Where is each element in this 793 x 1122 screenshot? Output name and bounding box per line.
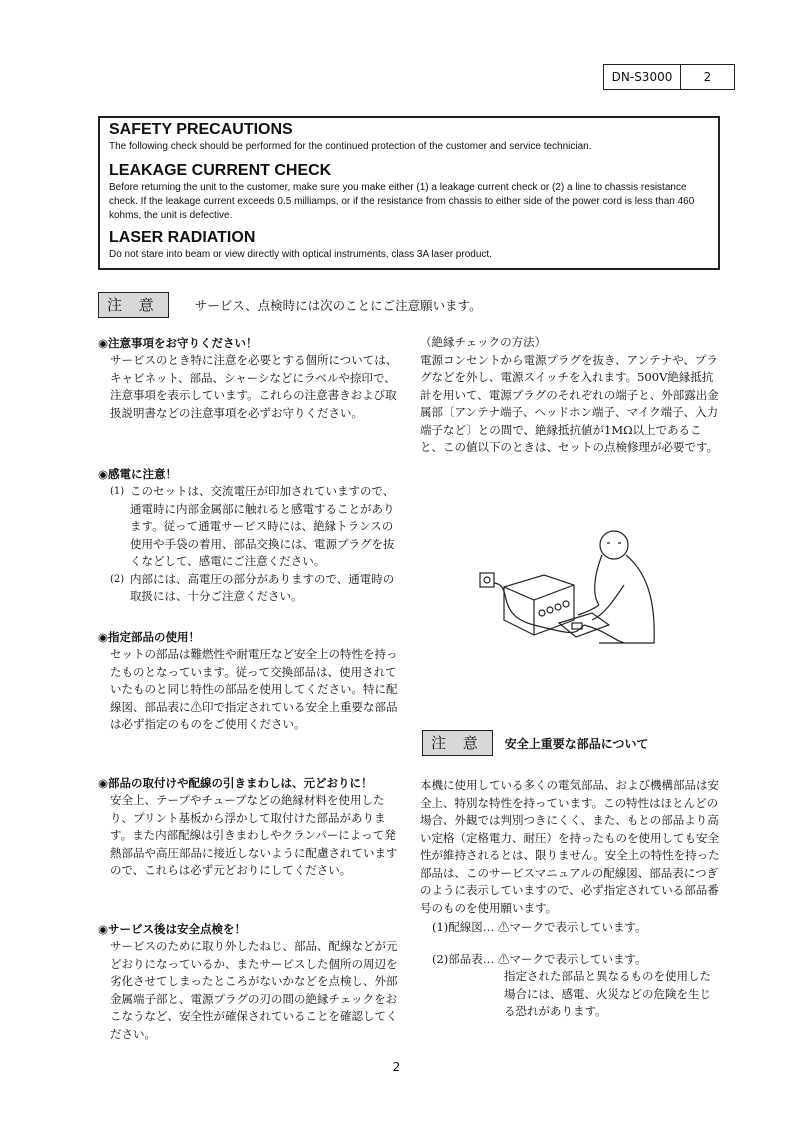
footer-page-number: 2 xyxy=(392,1060,401,1074)
header-page-number: 2 xyxy=(703,70,712,84)
list-number: (1) xyxy=(110,486,125,497)
left-column xyxy=(98,334,398,422)
caution-label: 注 意 xyxy=(422,730,493,756)
list-item xyxy=(98,571,398,606)
technician-illustration xyxy=(474,525,664,655)
section-body: サービスのとき特に注意を必要とする個所については、キャビネット、部品、シャーシなどにラベルや捺印で、注意事項を表示しています。これらの注意書きおよび取扱説明書などの注意事項を必ずお守りください。 xyxy=(110,353,398,420)
safety-box xyxy=(98,116,720,270)
list-text: 指定された部品と異なるものを使用した場合には、感電、火災などの危険を生じる恐れがあります。 xyxy=(504,969,711,1018)
caution-header xyxy=(98,292,482,318)
left-section-2 xyxy=(98,465,398,606)
section-heading: ◉感電に注意！ xyxy=(98,467,178,481)
left-section-4 xyxy=(98,774,400,880)
laser-heading: LASER RADIATION xyxy=(109,229,256,246)
caution-text: 安全上重要な部品について xyxy=(504,736,649,751)
list-item: (2)部品表… ⚠マークで表示しています。 xyxy=(432,951,647,966)
safety-heading: SAFETY PRECAUTIONS xyxy=(109,121,293,138)
important-parts-section xyxy=(420,777,722,1021)
list-text: 内部には、高電圧の部分がありますので、通電時の取扱には、十分ご注意ください。 xyxy=(130,571,395,603)
caution-text: サービス、点検時には次のことにご注意願います。 xyxy=(194,298,482,313)
section-heading: ◉注意事項をお守りください！ xyxy=(98,336,258,350)
left-section-3 xyxy=(98,628,398,734)
insulation-check-section xyxy=(420,334,720,457)
section-heading: ◉指定部品の使用！ xyxy=(98,630,201,644)
section-heading: （絶縁チェックの方法） xyxy=(420,335,547,349)
safety-text: The following check should be performed for the continued protection of the customer and service technician. xyxy=(109,141,592,152)
section-body: 本機に使用している多くの電気部品、および機構部品は安全上、特別な特性を持っています。この特性はほとんどの場合、外観では判別つきにくく、また、もとの部品より高い定格（定格電力、耐圧）を持ったものを使用しても安全性が維持されるとは、限りません。安全上の特性を持った部品は、このサービスマニュアルの配線図、部品表につぎのように表示していますので、必ず指定されている部品番号のものを使用願います。 xyxy=(420,778,720,915)
list-item xyxy=(98,483,398,571)
section-body: セットの部品は難燃性や耐電圧など安全上の特性を持ったものとなっています。従って交換部品は、使用されていたものと同じ特性の部品を使用してください。特に配線図、部品表に⚠印で指定されている安全上重要な部品は必ず指定のものをご使用ください。 xyxy=(110,647,398,731)
caution-label: 注 意 xyxy=(98,292,169,318)
section-body: 安全上、テープやチューブなどの絶縁材料を使用したり、プリント基板から浮かして取付けた部品があります。また内部配線は引きまわしやクランパーによって発熱部品や高圧部品に接近しないように配慮されていますので、これらは必ず元どおりにしてください。 xyxy=(110,793,398,877)
section-heading: ◉サービス後は安全点検を！ xyxy=(98,922,247,936)
list-text: このセットは、交流電圧が印加されていますので、通電時に内部金属部に触れると感電することがあります。従って通電サービス時には、絶縁トランスの使用や手袋の着用、部品交換には、電源プラグを抜くなどして、感電にご注意ください。 xyxy=(130,484,395,568)
list-number: (2) xyxy=(110,573,125,585)
outlet-icon xyxy=(480,573,494,587)
laser-text: Do not stare into beam or view directly with optical instruments, class 3A laser product. xyxy=(109,249,492,260)
left-section-5 xyxy=(98,920,398,1043)
leakage-text: Before returning the unit to the customer, make sure you make either (1) a leakage current check or (2) a line to chassis resistance check. If the leakage current exceeds 0.5 milliamps, or if the resistance from chassis to either side of the power cord is less than 460 kohms, the unit is defective. xyxy=(109,182,695,221)
header-box xyxy=(603,64,735,90)
section-body: 電源コンセントから電源プラグを抜き、アンテナや、プラグなどを外し、電源スイッチを入れます。500V絶縁抵抗計を用いて、電源プラグのそれぞれの端子と、外部露出金属部〔アンテナ端子、ヘッドホン端子、マイク端子、入力端子など〕との間で、絶縁抵抗値が1MΩ以上であること、この値以下のときは、セットの点検修理が必要です。 xyxy=(420,352,719,454)
list-item: (1)配線図… ⚠マークで表示しています。 xyxy=(432,920,647,934)
section-heading: ◉部品の取付けや配線の引きまわしは、元どおりに！ xyxy=(98,776,373,790)
model-number: DN-S3000 xyxy=(604,65,681,89)
caution-header-2 xyxy=(422,730,649,756)
section-body: サービスのために取り外したねじ、部品、配線などが元どおりになっているか、またサービスした個所の周辺を劣化させてしまったところがないかなどを点検し、外部金属端子部と、電源プラグの刃の間の絶縁チェックをおこなうなど、安全性が確保されていることを確認してください。 xyxy=(110,939,398,1041)
leakage-heading: LEAKAGE CURRENT CHECK xyxy=(109,162,332,179)
